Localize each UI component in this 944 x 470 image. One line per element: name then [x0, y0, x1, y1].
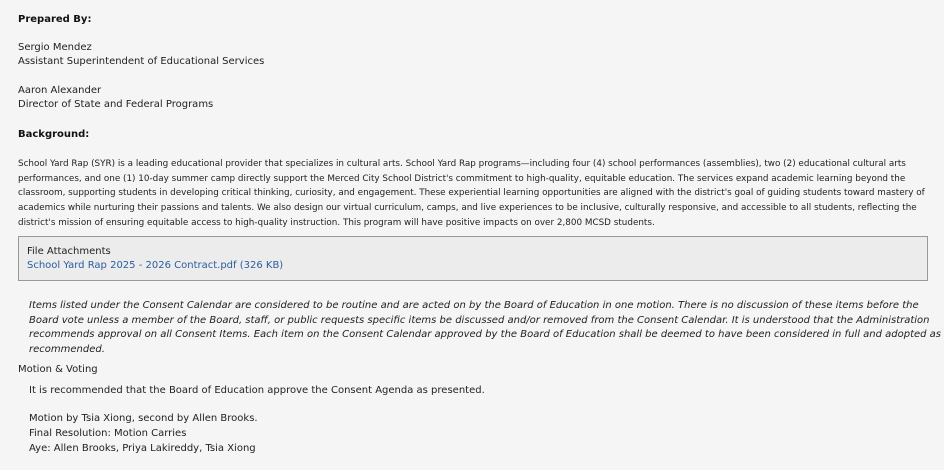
recommendation-text: It is recommended that the Board of Education approve the Consent Agenda as presented.: [29, 385, 485, 396]
background-heading: Background:: [18, 129, 90, 140]
preparer-title: Assistant Superintendent of Educational Services: [18, 56, 265, 67]
background-line: district's mission of ensuring equitable access to high-quality instruction. This program will have positive impacts on over 2,800 MCSD students.: [18, 217, 655, 228]
motion-by-text: Motion by Tsia Xiong, second by Allen Brooks.: [29, 413, 258, 424]
consent-note-line: Board vote unless a member of the Board, staff, or public requests specific items be discussed and/or removed from the Consent Calendar. It is understood that the Administration: [29, 314, 930, 326]
preparer-title: Director of State and Federal Programs: [18, 99, 214, 110]
background-line: School Yard Rap (SYR) is a leading educational provider that specializes in cultural arts. School Yard Rap programs—including four (4) school performances (assemblies), two (2) educational cultural arts: [18, 159, 906, 169]
consent-note-line: recommended.: [29, 343, 105, 355]
preparer-name: Sergio Mendez: [18, 42, 92, 53]
consent-note-line: Items listed under the Consent Calendar are considered to be routine and are acted on by the Board of Education in one motion. There is no discussion of these items before the: [29, 300, 919, 311]
motion-voting-heading: Motion & Voting: [18, 364, 98, 375]
file-attachments-title: File Attachments: [27, 246, 111, 257]
prepared-by-heading: Prepared By:: [18, 14, 92, 25]
consent-note-line: recommends approval on all Consent Items. Each item on the Consent Calendar approved by the Board of Education shall be deemed to have been considered in full and adopted as: [29, 329, 942, 340]
aye-votes-text: Aye: Allen Brooks, Priya Lakireddy, Tsia Xiong: [29, 443, 256, 454]
final-resolution-text: Final Resolution: Motion Carries: [29, 428, 187, 439]
background-paragraph: [18, 157, 930, 231]
file-attachments-box: [18, 236, 928, 281]
consent-calendar-note: [29, 299, 942, 357]
background-line: academics while nurturing their passions and talents. We also design our virtual curriculum, camps, and live experiences to be inclusive, culturally responsive, and accessible to all students, reflecting the: [18, 203, 917, 214]
background-line: classroom, supporting students in developing critical thinking, curiosity, and engagement. These experiential learning opportunities are aligned with the district's goal of guiding students toward mastery of: [18, 188, 925, 199]
background-line: performances, and one (1) 10-day summer camp directly support the Merced City School District's commitment to high-quality, equitable education. The services expand academic learning beyond the: [18, 173, 906, 184]
preparer-name: Aaron Alexander: [18, 85, 102, 96]
contract-pdf-link[interactable]: School Yard Rap 2025 - 2026 Contract.pdf (326 KB): [27, 260, 284, 271]
